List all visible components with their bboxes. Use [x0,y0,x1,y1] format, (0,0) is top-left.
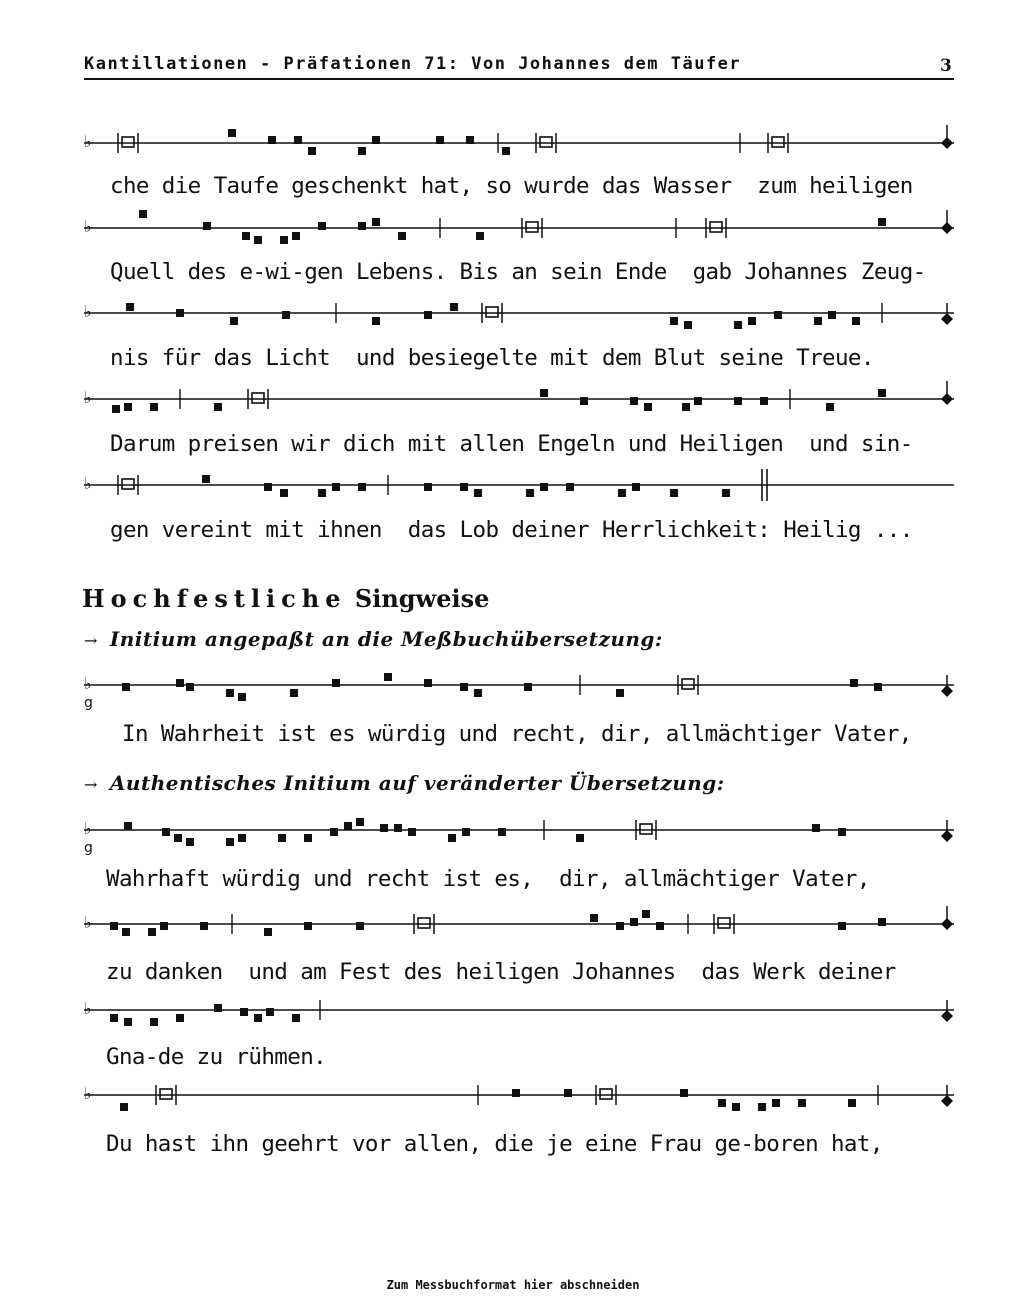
flat-clef-icon: ♭ [84,474,92,493]
neume-note [630,918,638,926]
neume-note [148,928,156,936]
neume-note [812,824,820,832]
neume-note [718,1099,726,1107]
lyric-line: Darum preisen wir dich mit allen Engeln und Heiligen und sin- [110,431,913,457]
page-number: 3 [940,56,952,76]
neume-note [294,136,302,144]
final-diamond-icon [941,137,953,149]
neume-note [278,834,286,842]
neume-note [240,1008,248,1016]
neume-note [512,1089,520,1097]
flat-clef-icon: ♭ [84,388,92,407]
neume-note [124,403,132,411]
neume-note [186,683,194,691]
final-diamond-icon [941,1095,953,1107]
neume-note [460,683,468,691]
neume-note [124,1018,132,1026]
neume-note [139,210,147,218]
neume-note [848,1099,856,1107]
initium-note-adapted [84,627,663,651]
flat-clef-icon: ♭ [84,302,92,321]
recitation-box [486,307,498,317]
neume-note [460,483,468,491]
neume-note [304,834,312,842]
neume-note [292,232,300,240]
recitation-box [772,137,784,147]
lyric-line: Du hast ihn geehrt vor allen, die je eine Frau ge-boren hat, [106,1131,883,1157]
neume-note [448,834,456,842]
neume-note [852,317,860,325]
neume-note [498,828,506,836]
section-heading-spaced: Hochfestliche [82,584,347,613]
recitation-box [682,679,694,689]
neume-note [828,311,836,319]
neume-note [748,317,756,325]
neume-note [308,147,316,155]
neume-note [630,397,638,405]
neume-note [694,397,702,405]
neume-note [372,136,380,144]
flat-clef-icon: ♭ [84,1084,92,1103]
neume-note [120,1103,128,1111]
neume-note [356,922,364,930]
flat-clef-icon: ♭ [84,217,92,236]
neume-note [424,679,432,687]
neume-note [176,309,184,317]
neume-note [332,483,340,491]
neume-note [680,1089,688,1097]
final-diamond-icon [941,1010,953,1022]
neume-note [242,232,250,240]
neume-note [122,928,130,936]
neume-note [564,1089,572,1097]
neume-note [203,222,211,230]
flat-clef-icon: ♭ [84,132,92,151]
neume-note [228,129,236,137]
recitation-box [526,222,538,232]
neume-note [266,1008,274,1016]
neume-note [502,147,510,155]
neume-note [462,828,470,836]
neume-note [280,489,288,497]
neume-note [644,403,652,411]
neume-note [214,1004,222,1012]
lyric-line: gen vereint mit ihnen das Lob deiner Herrlichkeit: Heilig ... [110,517,913,543]
neume-note [798,1099,806,1107]
final-diamond-icon [941,222,953,234]
neume-note [424,483,432,491]
recitation-box [418,918,430,928]
neume-note [540,389,548,397]
neume-note [394,824,402,832]
neume-note [358,147,366,155]
neume-note [450,303,458,311]
neume-note [616,689,624,697]
neume-note [878,218,886,226]
neume-note [110,922,118,930]
neume-note [590,914,598,922]
neume-note [122,683,130,691]
neume-note [268,136,276,144]
lyric-line: Wahrhaft würdig und recht ist es, dir, allmächtiger Vater, [106,866,870,892]
neume-note [424,311,432,319]
neume-note [332,679,340,687]
page-header-title: Kantillationen - Präfationen 71: Von Johannes dem Täufer [84,54,742,74]
neume-note [280,236,288,244]
recitation-box [540,137,552,147]
neume-note [318,222,326,230]
neume-note [202,475,210,483]
neume-note [814,317,822,325]
neume-note [826,403,834,411]
neume-note [734,321,742,329]
neume-note [290,689,298,697]
flat-clef-icon: ♭ [84,674,92,693]
neume-note [186,838,194,846]
recitation-box [600,1089,612,1099]
neume-note [616,922,624,930]
neume-note [110,1014,118,1022]
neume-note [632,483,640,491]
lyric-line: In Wahrheit ist es würdig und recht, dir, allmächtiger Vater, [122,721,912,747]
recitation-box [122,137,134,147]
final-diamond-icon [941,830,953,842]
neume-note [330,828,338,836]
neume-note [254,236,262,244]
initium-note-authentic [84,771,725,795]
neume-note [850,679,858,687]
lyric-line: nis für das Licht und besiegelte mit dem Blut seine Treue. [110,345,874,371]
recitation-box [122,479,134,489]
neume-note [524,683,532,691]
recitation-box [710,222,722,232]
neume-note [112,405,120,413]
neume-note [618,489,626,497]
neume-note [304,922,312,930]
neume-note [734,397,742,405]
neume-note [358,222,366,230]
lyric-line: Gna-de zu rühmen. [106,1044,327,1070]
neume-note [254,1014,262,1022]
neume-note [176,679,184,687]
footer-cut-note: Zum Messbuchformat hier abschneiden [386,1278,640,1292]
recitation-box [160,1089,172,1099]
neume-note [760,397,768,405]
neume-note [732,1103,740,1111]
neume-note [124,822,132,830]
neume-note [384,673,392,681]
neume-note [214,403,222,411]
neume-note [774,311,782,319]
neume-note [200,922,208,930]
neume-note [722,489,730,497]
neume-note [670,489,678,497]
neume-note [226,689,234,697]
recitation-box [252,393,264,403]
neume-note [372,218,380,226]
neume-note [174,834,182,842]
initium-note-text: Initium angepaßt an die Meßbuchübersetzung: [109,627,663,651]
neume-note [408,828,416,836]
neume-note [576,834,584,842]
arrow-right-icon: → [84,775,98,794]
neume-note [474,489,482,497]
neume-note [238,693,246,701]
arrow-right-icon: → [84,631,98,650]
neume-note [176,1014,184,1022]
neume-note [540,483,548,491]
neume-note [878,918,886,926]
flat-clef-icon: ♭ [84,913,92,932]
section-heading-rest: Singweise [354,584,490,613]
neume-note [642,910,650,918]
final-diamond-icon [941,685,953,697]
neume-note [772,1099,780,1107]
final-diamond-icon [941,393,953,405]
initium-note-text: Authentisches Initium auf veränderter Übersetzung: [109,771,725,795]
neume-note [372,317,380,325]
neume-note [126,303,134,311]
neume-note [838,828,846,836]
neume-note [838,922,846,930]
neume-note [874,683,882,691]
neume-note [466,136,474,144]
neume-note [230,317,238,325]
lyric-line: Quell des e-wi-gen Lebens. Bis an sein Ende gab Johannes Zeug- [110,259,926,285]
neume-note [264,928,272,936]
neume-note [398,232,406,240]
neume-note [682,403,690,411]
neume-note [758,1103,766,1111]
flat-clef-icon: ♭ [84,819,92,838]
recitation-box [640,824,652,834]
final-diamond-icon [941,313,953,325]
recitation-box [718,918,730,928]
neume-note [436,136,444,144]
flat-clef-icon: ♭ [84,999,92,1018]
final-diamond-icon [941,918,953,930]
neume-note [670,317,678,325]
neume-note [476,232,484,240]
neume-note [580,397,588,405]
neume-note [282,311,290,319]
neume-note [656,922,664,930]
neume-note [526,489,534,497]
neume-note [162,828,170,836]
clef-letter-icon: g [84,840,93,856]
lyric-line: che die Taufe geschenkt hat, so wurde das Wasser zum heiligen [110,173,913,199]
neume-note [292,1014,300,1022]
neume-note [380,824,388,832]
neume-note [358,483,366,491]
neume-note [150,403,158,411]
neume-note [150,1018,158,1026]
neume-note [160,922,168,930]
neume-note [684,321,692,329]
neume-note [226,838,234,846]
lyric-line: zu danken und am Fest des heiligen Johannes das Werk deiner [106,959,896,985]
neume-note [238,834,246,842]
clef-letter-icon: g [84,695,93,711]
neume-note [344,822,352,830]
neume-note [356,818,364,826]
neume-note [474,689,482,697]
neume-note [878,389,886,397]
section-heading [82,584,489,613]
neume-note [566,483,574,491]
neume-note [318,489,326,497]
neume-note [264,483,272,491]
